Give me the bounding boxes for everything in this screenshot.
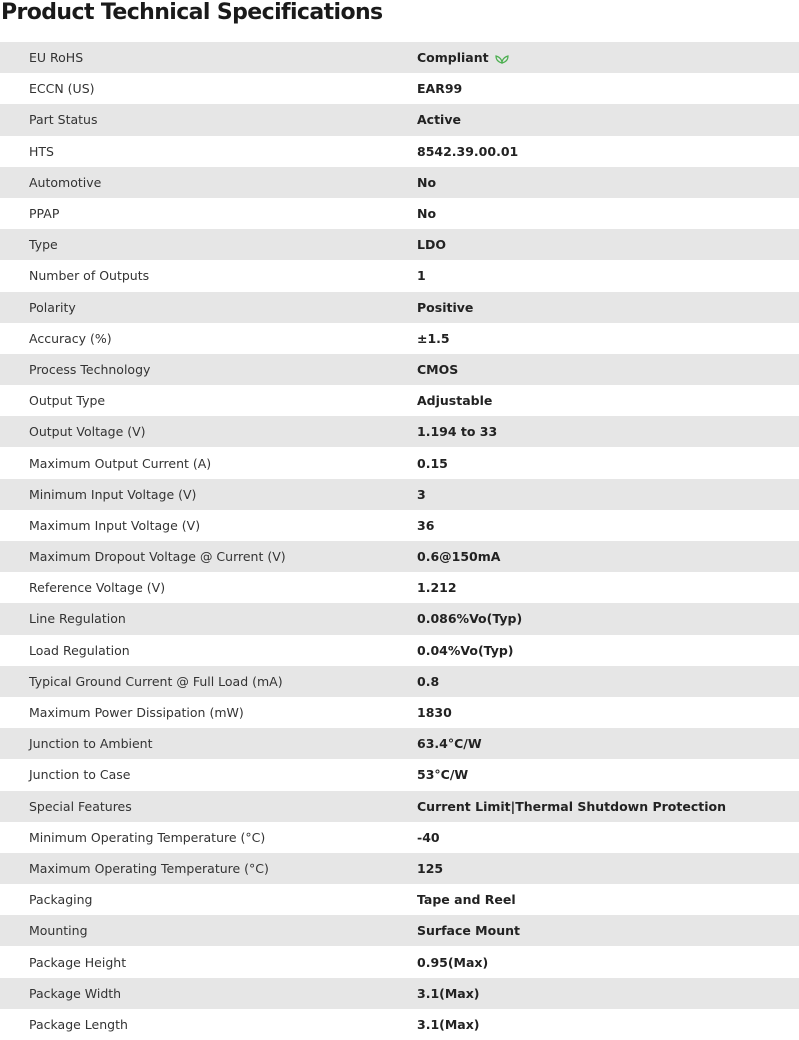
spec-value: 63.4°C/W: [417, 736, 482, 752]
spec-row: [0, 385, 799, 416]
spec-label: EU RoHS: [29, 50, 84, 66]
spec-value: 125: [417, 860, 444, 876]
spec-row: [0, 42, 799, 73]
spec-row: [0, 978, 799, 1009]
spec-value: 3.1(Max): [417, 1016, 480, 1032]
spec-label: Special Features: [29, 798, 132, 814]
spec-label: Reference Voltage (V): [29, 580, 166, 596]
spec-value: Surface Mount: [417, 923, 520, 939]
spec-label: Output Type: [29, 393, 106, 409]
spec-row: [0, 323, 799, 354]
spec-label: Maximum Input Voltage (V): [29, 517, 201, 533]
spec-value: 0.95(Max): [417, 954, 489, 970]
spec-label: PPAP: [29, 206, 60, 222]
spec-row: [0, 479, 799, 510]
spec-value: 36: [417, 517, 435, 533]
spec-label: Packaging: [29, 892, 93, 908]
spec-value: Adjustable: [417, 393, 493, 409]
spec-value: Positive: [417, 299, 474, 315]
spec-value: No: [417, 174, 437, 190]
spec-label: Minimum Input Voltage (V): [29, 486, 197, 502]
spec-label: Line Regulation: [29, 611, 126, 627]
spec-value: Current Limit|Thermal Shutdown Protection: [417, 798, 727, 814]
spec-row: [0, 136, 799, 167]
spec-value: 0.086%Vo(Typ): [417, 611, 523, 627]
spec-value: 53°C/W: [417, 767, 469, 783]
spec-row: [0, 853, 799, 884]
spec-row: [0, 728, 799, 759]
spec-value: CMOS: [417, 361, 459, 377]
spec-row: [0, 759, 799, 790]
spec-value: 1830: [417, 705, 452, 721]
spec-value: 3.1(Max): [417, 985, 480, 1001]
spec-value: EAR99: [417, 81, 463, 97]
spec-value: 0.15: [417, 455, 448, 471]
spec-row: [0, 884, 799, 915]
spec-label: Package Height: [29, 954, 127, 970]
spec-label: Junction to Ambient: [29, 736, 153, 752]
spec-label: Part Status: [29, 112, 98, 128]
spec-label: Maximum Output Current (A): [29, 455, 212, 471]
spec-value: Compliant: [417, 50, 489, 66]
spec-row: [0, 603, 799, 634]
spec-label: Automotive: [29, 174, 102, 190]
spec-label: Junction to Case: [29, 767, 131, 783]
spec-label: Load Regulation: [29, 642, 130, 658]
spec-row: [0, 416, 799, 447]
spec-row: [0, 822, 799, 853]
spec-value: 0.6@150mA: [417, 549, 501, 565]
spec-label: ECCN (US): [29, 81, 95, 97]
spec-value: 8542.39.00.01: [417, 143, 519, 159]
spec-value-cell: [417, 42, 799, 73]
page-title: Product Technical Specifications: [1, 0, 383, 25]
spec-value: Active: [417, 112, 461, 128]
spec-row: [0, 541, 799, 572]
spec-label: Maximum Operating Temperature (°C): [29, 860, 269, 876]
spec-label: Maximum Dropout Voltage @ Current (V): [29, 549, 286, 565]
spec-label: Type: [29, 237, 58, 253]
spec-row: [0, 354, 799, 385]
spec-label: Maximum Power Dissipation (mW): [29, 705, 244, 721]
spec-row: [0, 1009, 799, 1040]
spec-label: Mounting: [29, 923, 88, 939]
spec-row: [0, 229, 799, 260]
spec-label: Process Technology: [29, 361, 151, 377]
spec-row: [0, 510, 799, 541]
spec-row: [0, 260, 799, 291]
spec-value: 0.8: [417, 673, 440, 689]
spec-label: Output Voltage (V): [29, 424, 146, 440]
spec-row: [0, 946, 799, 977]
spec-row: [0, 791, 799, 822]
spec-value: Tape and Reel: [417, 892, 516, 908]
spec-row: [0, 635, 799, 666]
spec-row: [0, 167, 799, 198]
spec-row: [0, 572, 799, 603]
spec-label: Polarity: [29, 299, 76, 315]
spec-value: 1.194 to 33: [417, 424, 498, 440]
spec-row: [0, 447, 799, 478]
spec-row: [0, 198, 799, 229]
spec-row: [0, 915, 799, 946]
spec-value: 3: [417, 486, 426, 502]
spec-value: ±1.5: [417, 330, 450, 346]
spec-value: 0.04%Vo(Typ): [417, 642, 514, 658]
spec-row: [0, 73, 799, 104]
spec-row: [0, 666, 799, 697]
spec-label: Package Length: [29, 1016, 128, 1032]
spec-row: [0, 292, 799, 323]
spec-label: Minimum Operating Temperature (°C): [29, 829, 266, 845]
spec-label: Typical Ground Current @ Full Load (mA): [29, 673, 283, 689]
spec-label: Package Width: [29, 985, 122, 1001]
spec-label: Accuracy (%): [29, 330, 112, 346]
spec-label: HTS: [29, 143, 54, 159]
spec-value: LDO: [417, 237, 446, 253]
spec-value: No: [417, 206, 437, 222]
spec-table: [0, 42, 799, 1040]
leaf-icon: [495, 54, 509, 64]
spec-value: 1.212: [417, 580, 457, 596]
spec-row: [0, 104, 799, 135]
spec-value: 1: [417, 268, 426, 284]
spec-row: [0, 697, 799, 728]
spec-label: Number of Outputs: [29, 268, 150, 284]
spec-value: -40: [417, 829, 440, 845]
